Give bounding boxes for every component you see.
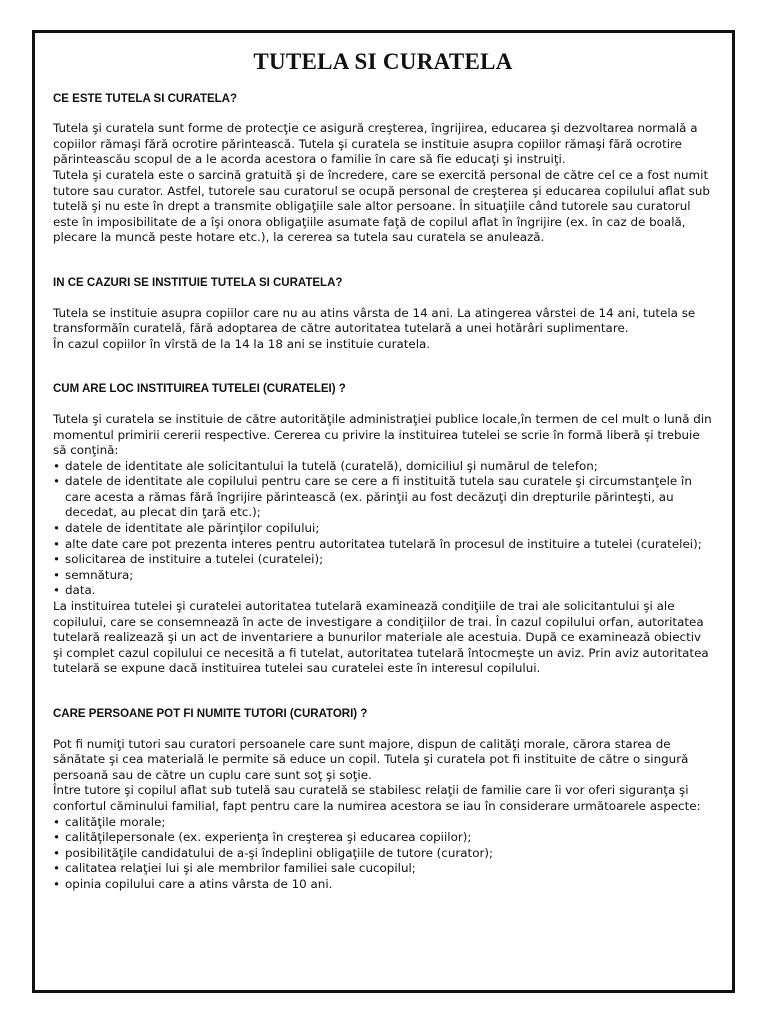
list-item: • opinia copilului care a atins vârsta de 10 ani. [53, 877, 713, 893]
list-item: • calităţilepersonale (ex. experienţa în creşterea şi educarea copiilor); [53, 830, 713, 846]
criteria-list [53, 815, 713, 893]
section-cases [53, 276, 713, 352]
list-item: • posibilităţile candidatului de a-şi îndeplini obligaţiile de tutore (curator); [53, 846, 713, 862]
list-item: • data. [53, 583, 713, 599]
requirements-list [53, 459, 713, 599]
section-procedure [53, 382, 713, 677]
list-item: • calitatea relaţiei lui şi ale membrilor familiei sale cucopilul; [53, 861, 713, 877]
paragraph: Tutela se instituie asupra copiilor care nu au atins vârsta de 14 ani. La atingerea vârstei de 14 ani, tutela se transformăîn curatelă, fără adoptarea de către autoritatea tutelară a unei hotărâri suplimentare. [53, 305, 696, 336]
paragraph: Pot fi numiţi tutori sau curatori persoanele care sunt majore, dispun de calităţi morale, cărora starea de sănătate şi cea materială le permite să educe un copil. Tutela şi curatela pot fi instituite de către o singură persoană sau de către un cuplu care sunt soţ şi soţie. [53, 736, 689, 782]
paragraph: Tutela şi curatela se instituie de către autorităţile administraţiei publice locale,în termen de cel mult o lună din momentul primirii cererii respective. Cererea cu privire la instituirea tutelei se scrie în formă liberă şi trebuie să conţină: [53, 411, 712, 458]
paragraph: Între tutore şi copilul aflat sub tutelă sau curatelă se stabilesc relaţii de familie care îi vor oferi siguranţa şi confortul căminului familial, fapt pentru care la numirea acestora se iau în considerare următoarele aspecte: [53, 783, 701, 813]
section-heading: IN CE CAZURI SE INSTITUIE TUTELA SI CURATELA? [53, 276, 343, 289]
list-item: • datele de identitate ale copilului pentru care se cere a fi instituită tutela sau curatele şi circumstanţele în care acesta a rămas fără îngrijire părintească (ex. părinţii au fost decăzuţi din drepturile părinteşti, au decedat, au plecat din ţară etc.); [53, 474, 713, 521]
list-item: • calităţile morale; [53, 815, 713, 831]
list-item: • alte date care pot prezenta interes pentru autoritatea tutelară în procesul de instituire a tutelei (curatelei); [53, 537, 713, 553]
document-body [53, 50, 713, 923]
list-item: • datele de identitate ale părinţilor copilului; [53, 521, 713, 537]
list-item: • datele de identitate ale solicitantului la tutelă (curatelă), domiciliul şi numărul de telefon; [53, 459, 713, 475]
paragraph: Tutela şi curatela sunt forme de protecţie ce asigură creşterea, îngrijirea, educarea şi dezvoltarea normală a copiilor rămaşi fără ocrotire părintească. Tutela şi curatela se instituie asupra copiilor rămaşi fără ocrotire părinteascău scopul de a le acorda acestora o familie în care să fie educaţi şi instruiţi. [53, 121, 698, 167]
section-heading: CE ESTE TUTELA SI CURATELA? [53, 92, 237, 105]
document-title: TUTELA SI CURATELA [253, 49, 513, 74]
section-heading: CUM ARE LOC INSTITUIREA TUTELEI (CURATELEI) ? [53, 383, 346, 396]
section-heading: CARE PERSOANE POT FI NUMITE TUTORI (CURATORI) ? [53, 708, 368, 720]
section-what-is [53, 92, 713, 246]
paragraph: În cazul copiilor în vîrstă de la 14 la 18 ani se instituie curatela. [53, 336, 431, 351]
paragraph: Tutela şi curatela este o sarcină gratuită şi de încredere, care se exercită personal de către cel ce a fost numit tutore sau curator. Astfel, tutorele sau curatorul se ocupă personal de creşterea şi educarea copilului aflat sub tutelă şi nu este în drept a transmite obligaţiile sale altor persoane. În situaţiile când tutorele sau curatorul este în imposibilitate de a îşi onora obligaţiile asumate faţă de copilul aflat în îngrijire (ex. în caz de boală, plecare la muncă peste hotare etc.), la cererea sa tutela sau curatela se anulează. [53, 167, 710, 245]
list-item: • solicitarea de instituire a tutelei (curatelei); [53, 552, 713, 568]
section-who-can-be-tutor [53, 707, 713, 893]
paragraph: La instituirea tutelei şi curatelei autoritatea tutelară examinează condiţiile de trai ale solicitantului şi ale copilului, care se consemnează în acte de investigare a condiţiilor de trai. În cazul copilului orfan, autoritatea tutelară realizează şi un act de inventariere a bunurilor materiale ale acestuia. După ce examinează obiectiv şi complet cazul copilului ce necesită a fi tutelat, autoritatea tutelară întocmeşte un aviz. Prin aviz autoritatea tutelară se expune dacă instituirea tutelei sau curatelei este în interesul copilului. [53, 599, 709, 676]
list-item: • semnătura; [53, 568, 713, 584]
